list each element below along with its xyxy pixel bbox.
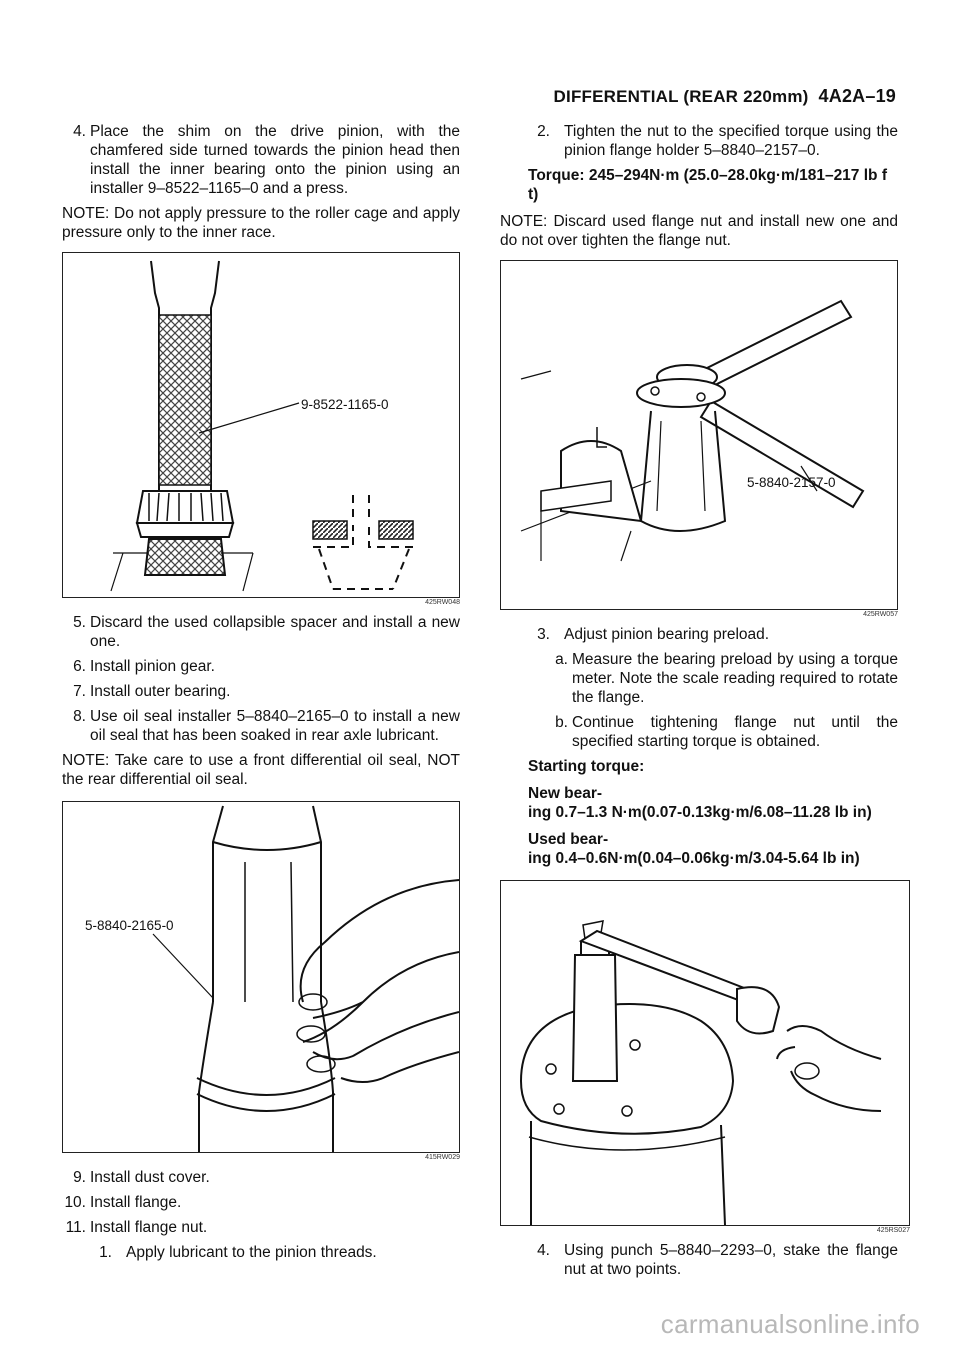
step-text: Install outer bearing. <box>90 683 231 700</box>
watermark: carmanualsonline.info <box>660 1309 920 1339</box>
figure-code: 425RW057 <box>863 611 898 618</box>
step-number: 5. <box>73 614 86 631</box>
step-9 <box>62 1168 460 1187</box>
figure-code: 425RS027 <box>876 1227 910 1234</box>
tool-label: 5-8840-2165-0 <box>85 918 174 933</box>
page-header <box>554 86 896 107</box>
figure-flange-holder <box>500 260 898 610</box>
oil-seal-illustration <box>63 802 459 1152</box>
step-text: Use oil seal installer 5–8840–2165–0 to install a new oil seal that has been soaked in rear axle lubricant. <box>90 708 460 744</box>
step-number: 6. <box>73 658 86 675</box>
step-text: Install flange nut. <box>90 1219 208 1236</box>
substep-number: 1. <box>99 1244 112 1261</box>
new-bearing-line2: ing 0.7–1.3 N·m(0.07-0.13kg·m/6.08–11.28 lb in) <box>528 804 872 821</box>
substep-1 <box>90 1243 460 1262</box>
figure-torque-meter <box>500 880 910 1226</box>
step-number: 8. <box>73 708 86 725</box>
substep-text: Tighten the nut to the specified torque using the pinion flange holder 5–8840–2157–0. <box>564 123 898 159</box>
tool-label: 5-8840-2157-0 <box>747 475 836 490</box>
note-flange-nut: NOTE: Discard used flange nut and install new one and do not over tighten the flange nut. <box>500 213 898 249</box>
substep-4 <box>528 1241 898 1279</box>
flange-holder-illustration <box>501 261 897 609</box>
note-pressure: NOTE: Do not apply pressure to the roller cage and apply pressure only to the inner race. <box>62 205 460 241</box>
starting-torque-heading: Starting torque: <box>528 758 645 775</box>
step-number: 4. <box>73 123 86 140</box>
substep-2 <box>528 122 898 160</box>
substep-number: 2. <box>537 123 550 140</box>
step-text: Install dust cover. <box>90 1169 210 1186</box>
new-bearing-line1: New bear- <box>528 785 603 802</box>
right-column <box>500 122 910 1285</box>
step-text: Place the shim on the drive pinion, with the chamfered side turned towards the pinion head then install the inner bearing onto the pinion using an installer 9–8522–1165–0 and a press. <box>90 123 460 197</box>
step-5 <box>62 613 460 651</box>
used-bearing-line1: Used bear- <box>528 831 609 848</box>
substep-number: 3. <box>537 626 550 643</box>
left-column <box>62 122 460 1268</box>
step-text: Install pinion gear. <box>90 658 215 675</box>
substep-number: 4. <box>537 1242 550 1259</box>
substep-3 <box>528 625 898 644</box>
step-7 <box>62 682 460 701</box>
step-number: 7. <box>73 683 86 700</box>
step-number: 10. <box>64 1194 86 1211</box>
step-text: Discard the used collapsible spacer and install a new one. <box>90 614 460 650</box>
note-oil-seal: NOTE: Take care to use a front differential oil seal, NOT the rear differential oil seal. <box>62 752 460 788</box>
installer-illustration <box>63 253 459 597</box>
tool-label: 9-8522-1165-0 <box>301 397 389 412</box>
new-bearing-spec <box>528 784 898 822</box>
substep-a <box>546 650 898 707</box>
step-number: 9. <box>73 1169 86 1186</box>
figure-code: 415RW029 <box>425 1154 460 1161</box>
substep-text: Adjust pinion bearing preload. <box>564 626 770 643</box>
step-number: 11. <box>65 1219 86 1236</box>
step-10 <box>62 1193 460 1212</box>
page-code: 4A2A–19 <box>818 86 896 106</box>
torque-spec: Torque: 245–294N·m (25.0–28.0kg·m/181–217 lb f t) <box>528 167 887 203</box>
step-4 <box>62 122 460 198</box>
substep-text: Using punch 5–8840–2293–0, stake the flange nut at two points. <box>564 1242 898 1278</box>
substep-text: Measure the bearing preload by using a torque meter. Note the scale reading required to rotate the flange. <box>572 651 898 706</box>
step-text: Install flange. <box>90 1194 182 1211</box>
torque-meter-illustration <box>501 881 909 1225</box>
step-11 <box>62 1218 460 1237</box>
step-6 <box>62 657 460 676</box>
substep-text: Continue tightening flange nut until the specified starting torque is obtained. <box>572 714 898 750</box>
step-8 <box>62 707 460 745</box>
substep-letter: b. <box>555 714 568 731</box>
substep-b <box>546 713 898 751</box>
substep-text: Apply lubricant to the pinion threads. <box>126 1244 377 1261</box>
figure-oil-seal-installer <box>62 801 460 1153</box>
used-bearing-spec <box>528 830 898 868</box>
substep-letter: a. <box>555 651 568 668</box>
used-bearing-line2: ing 0.4–0.6N·m(0.04–0.06kg·m/3.04-5.64 lb in) <box>528 850 860 867</box>
figure-pinion-bearing-installer <box>62 252 460 598</box>
section-title: DIFFERENTIAL (REAR 220mm) <box>553 87 809 106</box>
figure-code: 425RW048 <box>425 599 460 606</box>
